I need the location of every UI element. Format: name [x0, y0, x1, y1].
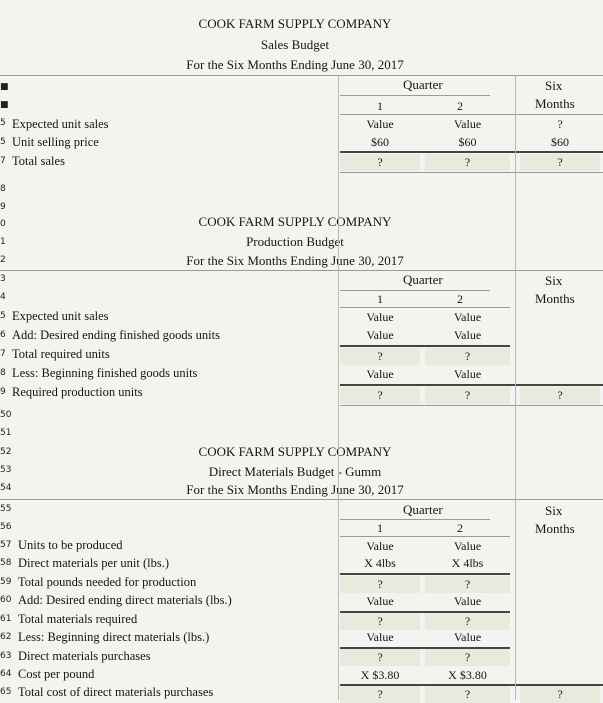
- total-rule: [340, 384, 603, 386]
- cell-q1[interactable]: ?: [340, 686, 420, 703]
- cell-q1[interactable]: Value: [366, 117, 394, 131]
- cell-q2[interactable]: Value: [453, 117, 482, 131]
- row-label: Direct materials per unit (lbs.): [18, 556, 169, 570]
- row-number: 6: [0, 330, 6, 340]
- total-rule: [340, 151, 603, 153]
- row-number: 59: [0, 577, 12, 587]
- row-label: Total sales: [12, 154, 65, 168]
- cell-q2[interactable]: ?: [425, 686, 510, 703]
- row-label: Unit selling price: [12, 135, 99, 149]
- row-number: 5: [0, 118, 6, 128]
- row-number: 62: [0, 632, 12, 642]
- cell-q1[interactable]: Value: [366, 539, 394, 553]
- row-label: Less: Beginning direct materials (lbs.): [18, 630, 210, 644]
- cell-q2[interactable]: ?: [425, 387, 510, 404]
- cell-six-months[interactable]: ?: [520, 387, 600, 404]
- row-number: 58: [0, 558, 12, 568]
- cell-q1[interactable]: ?: [340, 576, 420, 593]
- row-number: 3: [0, 274, 6, 284]
- cell-q2[interactable]: ?: [425, 576, 510, 593]
- row-number: 9: [0, 387, 6, 397]
- row-number: 53: [0, 465, 12, 475]
- row-number: 8: [0, 184, 6, 194]
- row-label: Units to be produced: [18, 538, 123, 552]
- cell-q1[interactable]: ?: [340, 649, 420, 666]
- row-number: 55: [0, 504, 12, 514]
- row-label: Total required units: [12, 347, 110, 361]
- cell-q2[interactable]: Value: [453, 630, 482, 644]
- cell-q1[interactable]: ?: [340, 613, 420, 630]
- row-number: 54: [0, 483, 12, 493]
- row-number: 65: [0, 687, 12, 697]
- cell-six-months[interactable]: ?: [520, 154, 600, 171]
- cell-q1[interactable]: $60: [371, 135, 389, 149]
- cell-q1[interactable]: X $3.80: [360, 668, 400, 682]
- row-number: 60: [0, 595, 12, 605]
- quarter-header: Quarter: [403, 502, 443, 517]
- cell-q1[interactable]: Value: [366, 328, 394, 342]
- row-label: Total materials required: [18, 612, 138, 626]
- row-label: Total cost of direct materials purchases: [18, 685, 214, 699]
- row-number: 57: [0, 540, 12, 550]
- cell-q2[interactable]: Value: [453, 310, 482, 324]
- row-label: Cost per pound: [18, 667, 95, 681]
- row-number: 5: [0, 311, 6, 321]
- quarter-underline: [340, 95, 490, 96]
- row-number: 51: [0, 428, 12, 438]
- sales-period: For the Six Months Ending June 30, 2017: [186, 57, 404, 72]
- cell-six-months[interactable]: $60: [551, 135, 569, 149]
- cell-six-months[interactable]: ?: [557, 117, 563, 131]
- quarter-1-header: 1: [377, 521, 383, 535]
- header-underline: [340, 114, 603, 115]
- row-label: Add: Desired ending finished goods units: [12, 328, 220, 342]
- six-months-header-line1: Six: [545, 503, 563, 518]
- divider: [0, 499, 603, 500]
- cell-six-months[interactable]: ?: [520, 686, 600, 703]
- cell-q1[interactable]: X 4lbs: [364, 556, 396, 570]
- cell-q2[interactable]: Value: [453, 539, 482, 553]
- cell-q2[interactable]: $60: [458, 135, 477, 149]
- six-months-header-line2: Months: [535, 521, 575, 536]
- six-months-header-line1: Six: [545, 273, 563, 288]
- row-label: Less: Beginning finished goods units: [12, 366, 198, 380]
- cell-q2[interactable]: X 4lbs: [451, 556, 484, 570]
- row-number: 5: [0, 137, 6, 147]
- row-number: 61: [0, 614, 12, 624]
- six-months-header-line1: Six: [545, 78, 563, 93]
- quarter-2-header: 2: [457, 521, 463, 535]
- quarter-2-header: 2: [457, 292, 463, 306]
- subtotal-rule: [340, 573, 510, 575]
- materials-period: For the Six Months Ending June 30, 2017: [186, 482, 404, 497]
- cell-q2[interactable]: ?: [425, 613, 510, 630]
- bottom-rule: [340, 405, 603, 406]
- quarter-1-header: 1: [377, 292, 383, 306]
- row-number: 64: [0, 669, 12, 679]
- materials-company-title: COOK FARM SUPPLY COMPANY: [198, 444, 392, 459]
- cell-q2[interactable]: ?: [425, 348, 510, 365]
- row-number: 50: [0, 410, 12, 420]
- row-number: 7: [0, 349, 6, 359]
- cell-q2[interactable]: ?: [425, 649, 510, 666]
- cell-q1[interactable]: ?: [340, 387, 420, 404]
- row-label: Total pounds needed for production: [18, 575, 197, 589]
- grid-line: [515, 75, 516, 700]
- row-number: 8: [0, 368, 6, 378]
- row-label: Add: Desired ending direct materials (lbs.): [18, 593, 232, 607]
- cell-q1[interactable]: Value: [366, 594, 394, 608]
- row-number: ■: [0, 82, 9, 92]
- quarter-underline: [340, 290, 490, 291]
- divider: [0, 270, 603, 271]
- quarter-2-header: 2: [457, 99, 463, 113]
- cell-q1[interactable]: ?: [340, 348, 420, 365]
- cell-q2[interactable]: Value: [453, 594, 482, 608]
- row-number: 63: [0, 651, 12, 661]
- cell-q2[interactable]: ?: [425, 154, 510, 171]
- row-number: ■: [0, 100, 9, 110]
- row-number: 9: [0, 202, 6, 212]
- production-period: For the Six Months Ending June 30, 2017: [186, 253, 404, 268]
- cell-q2[interactable]: Value: [453, 328, 482, 342]
- row-label: Direct materials purchases: [18, 649, 151, 663]
- quarter-header: Quarter: [403, 77, 443, 92]
- sales-budget-title: Sales Budget: [260, 37, 330, 52]
- quarter-1-header: 1: [377, 99, 383, 113]
- header-underline: [340, 307, 510, 308]
- production-company-title: COOK FARM SUPPLY COMPANY: [198, 214, 392, 229]
- divider: [0, 75, 603, 76]
- row-number: 0: [0, 219, 6, 229]
- header-underline: [340, 536, 510, 537]
- grid-line: [338, 75, 339, 700]
- cell-q1[interactable]: Value: [366, 630, 394, 644]
- row-number: 2: [0, 255, 6, 265]
- quarter-header: Quarter: [403, 272, 443, 287]
- cell-q1[interactable]: ?: [340, 154, 420, 171]
- row-number: 4: [0, 292, 6, 302]
- sales-company-title: COOK FARM SUPPLY COMPANY: [198, 16, 392, 31]
- six-months-header-line2: Months: [535, 96, 575, 111]
- row-number: 7: [0, 156, 6, 166]
- subtotal-rule: [340, 345, 510, 347]
- row-number: 52: [0, 447, 12, 457]
- row-label: Required production units: [12, 385, 143, 399]
- row-label: Expected unit sales: [12, 309, 109, 323]
- row-number: 1: [0, 237, 6, 247]
- cell-q2[interactable]: Value: [453, 367, 482, 381]
- cell-q1[interactable]: Value: [366, 367, 394, 381]
- cell-q2[interactable]: X $3.80: [448, 668, 487, 682]
- materials-budget-title: Direct Materials Budget - Gumm: [208, 464, 382, 479]
- six-months-header-line2: Months: [535, 291, 575, 306]
- cell-q1[interactable]: Value: [366, 310, 394, 324]
- row-label: Expected unit sales: [12, 117, 109, 131]
- quarter-underline: [340, 519, 490, 520]
- bottom-rule: [340, 172, 603, 173]
- row-number: 56: [0, 522, 12, 532]
- production-budget-title: Production Budget: [246, 234, 344, 249]
